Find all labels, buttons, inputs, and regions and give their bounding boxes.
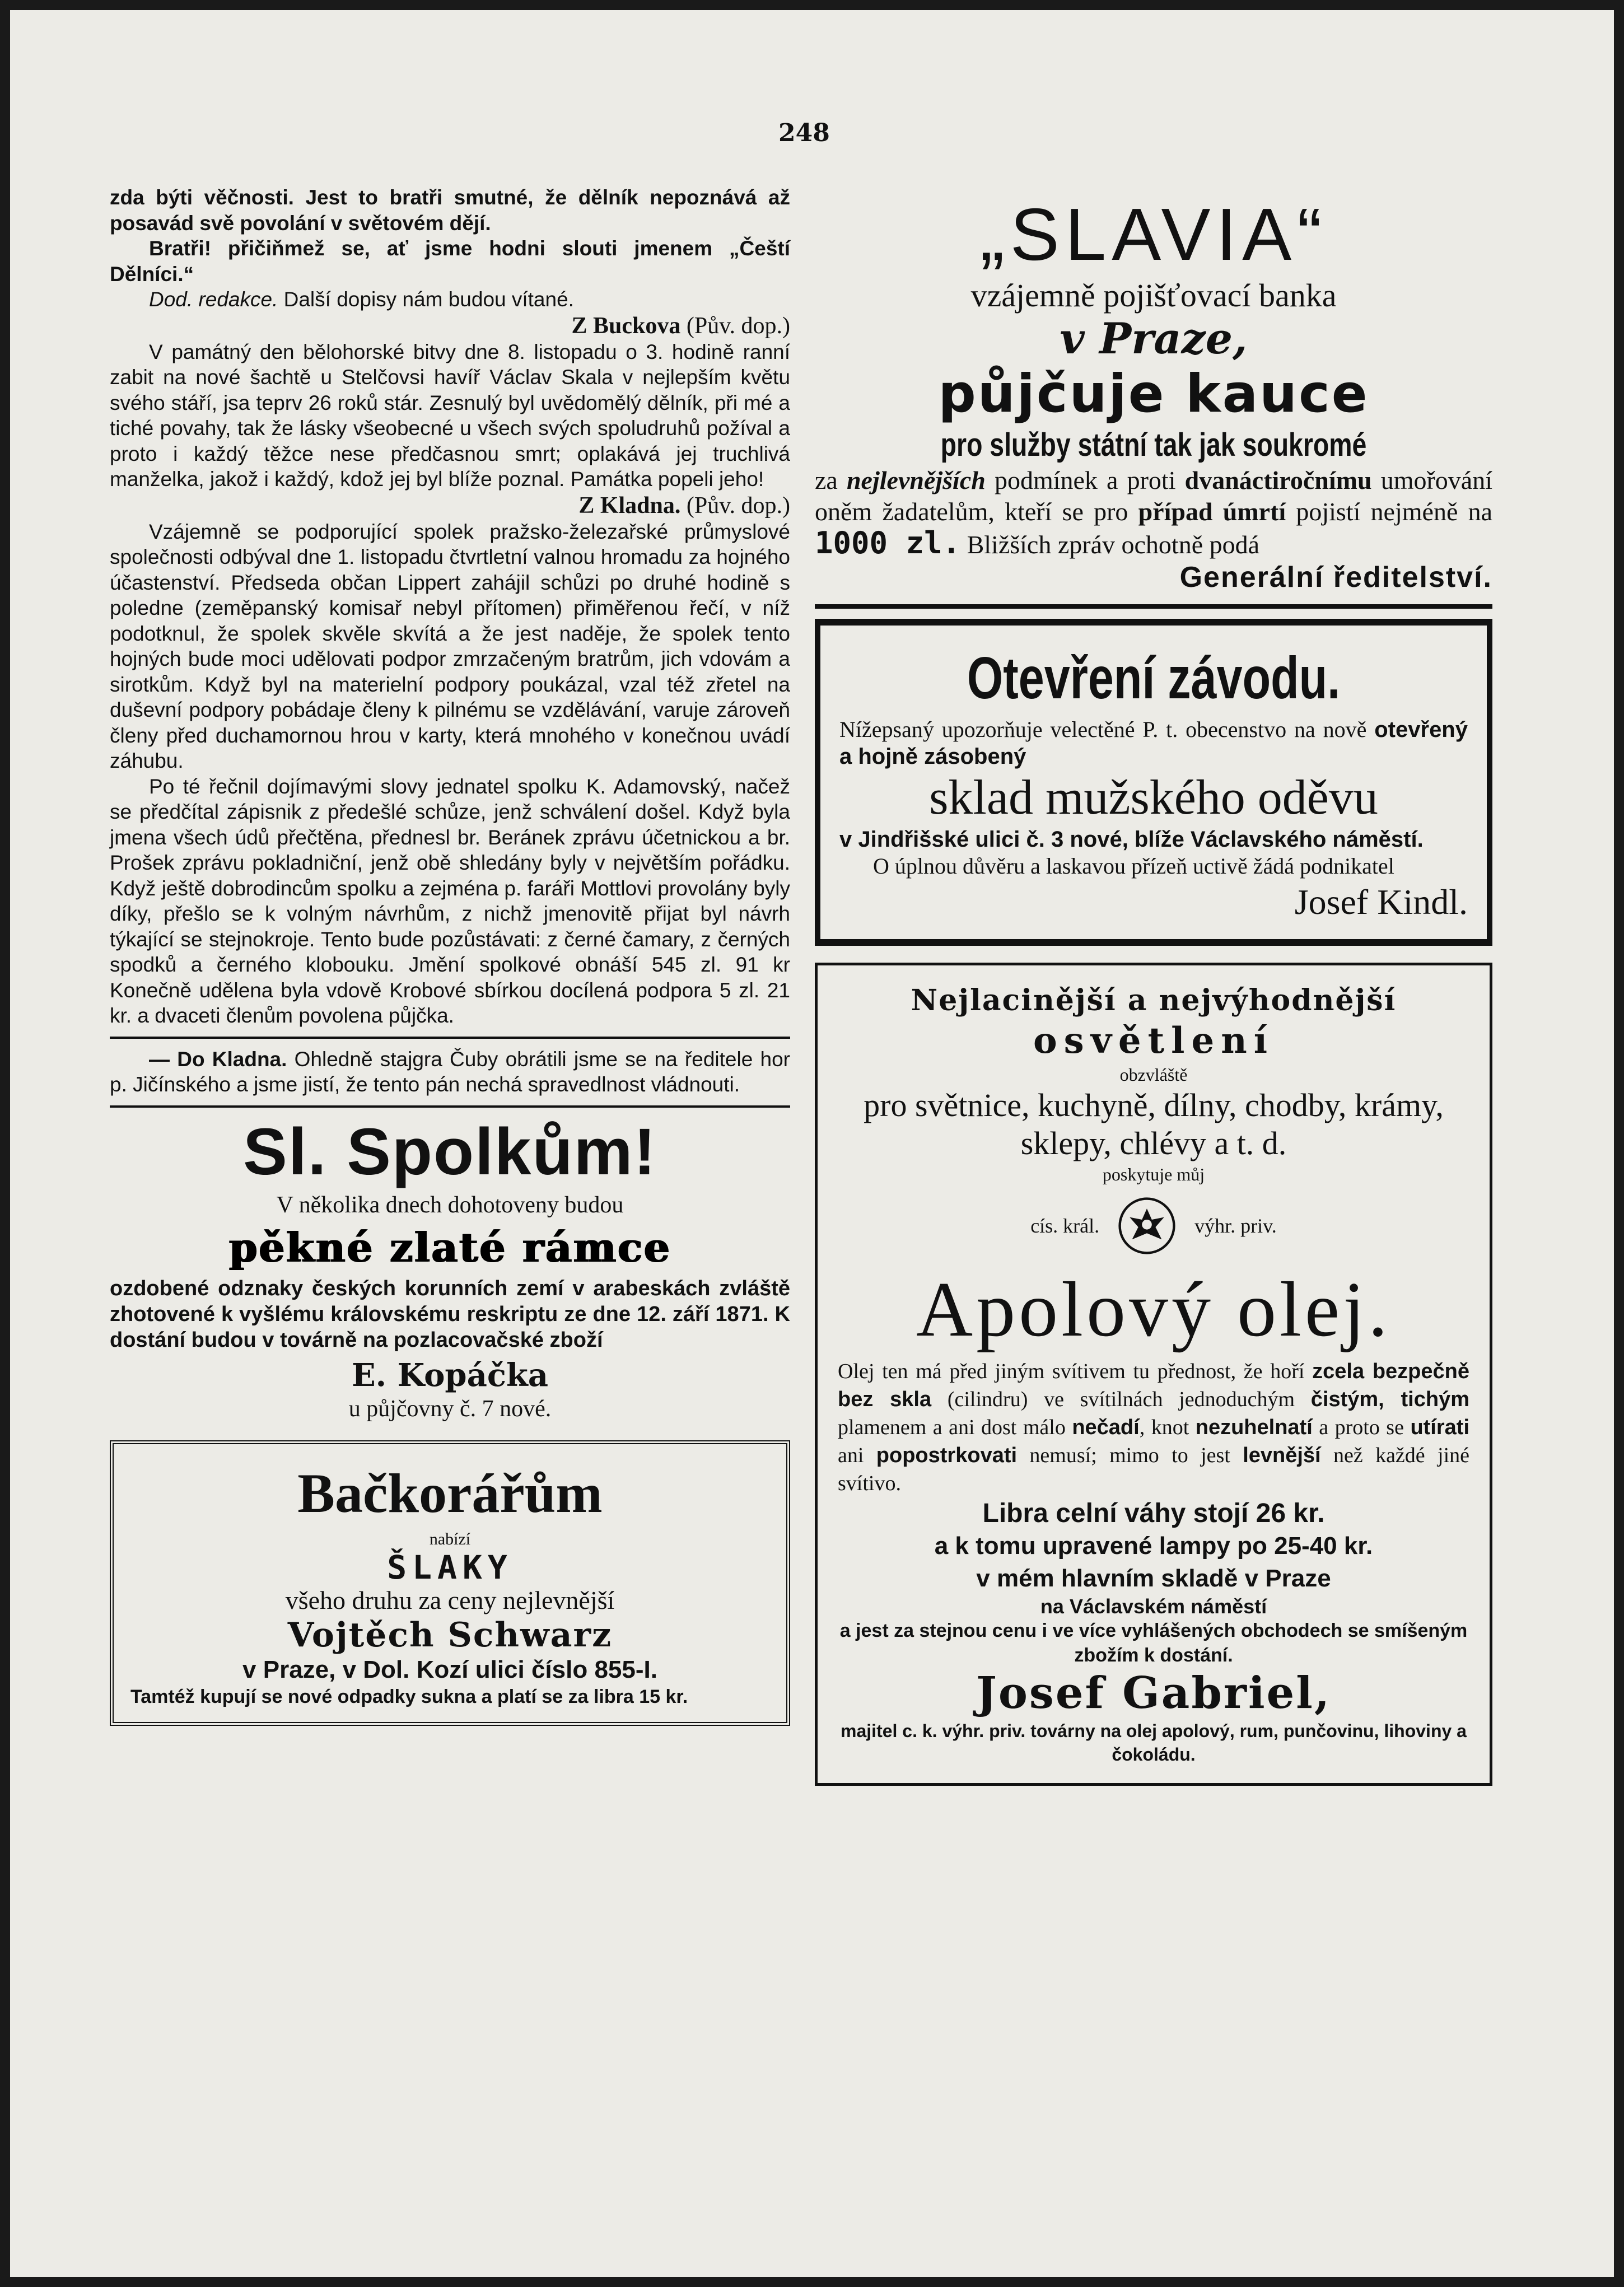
ad-olej-namesti: na Václavském náměstí <box>1040 1595 1267 1618</box>
ad-backor-line: všeho druhu za ceny nejlevnější <box>285 1585 615 1614</box>
left-column <box>110 185 790 1726</box>
ad-slavia-title: „SLAVIA“ <box>979 193 1328 276</box>
ad-backor <box>110 1440 790 1726</box>
do-kladna-notice <box>110 1047 790 1098</box>
ad-spolkum-name: E. Kopáčka <box>351 1356 549 1394</box>
ad-slavia-text <box>815 465 1492 561</box>
divider <box>110 1037 790 1039</box>
ad-olej <box>815 963 1492 1786</box>
ad-olej-pro: pro světnice, kuchyně, dílny, chodby, krámy, sklepy, chlévy a t. d. <box>864 1087 1444 1161</box>
buckov-src: (Pův. dop.) <box>680 312 790 339</box>
ad-slavia-sluzby: pro služby státní tak jak soukromé <box>940 427 1367 463</box>
ad-spolkum-deco: pěkné zlaté rámce <box>228 1223 671 1271</box>
slavia-t: dvanáctiročnímu <box>1184 466 1372 494</box>
slavia-t: nejlevnějších <box>846 466 986 494</box>
slavia-t: pojistí nejméně na <box>1286 497 1492 526</box>
ad-slavia-signature: Generální ředitelství. <box>1179 561 1492 594</box>
buckov-heading <box>110 312 790 339</box>
dod-label: Dod. redakce. <box>149 288 278 311</box>
ad-backor-title: Bačkorářům <box>297 1462 603 1524</box>
ad-otevreni <box>815 619 1492 946</box>
continuation-text: zda býti věčnosti. Jest to bratři smutné, že dělník nepoznává až posavád svě povolání v světovém dějí. <box>110 186 790 235</box>
slavia-t: podmínek a proti <box>985 466 1185 494</box>
do-kladna-head: — Do Kladna. <box>149 1047 287 1071</box>
dod-redakce <box>110 287 790 312</box>
olej-t: popostrkovati <box>876 1444 1018 1467</box>
ad-olej-price1: Libra celní váhy stojí 26 kr. <box>982 1499 1325 1528</box>
ad-olej-title: Apolový olej. <box>916 1266 1391 1353</box>
olej-t: utírati <box>1410 1416 1469 1439</box>
vyhr-priv-label: výhr. priv. <box>1194 1215 1277 1237</box>
ad-slavia-sub: vzájemně pojišťovací banka <box>970 277 1337 314</box>
right-column <box>815 185 1492 1786</box>
slavia-t: Bližších zpráv ochotně podá <box>960 530 1260 559</box>
kladno-paragraph-1: Vzájemně se podporující spolek pražsko-železařské průmyslové společnosti odbýval dne 1. listopadu čtvrtletní valnou hromadu za hojného účastenství. Předseda občan Lippert zahájil schůzi po druhé hodině s poledne (zeměpanský komisař nebyl přítomen) přiměřenou řečí, v níž podotknul, že spolek skvěle skvítá a že jest naděje, že spolek tento hojných bude moci udělovati podpor zmrzačeným bratrům, jich vdovám a sirotkům. Když byl na materielní podpory poukázal, vzal též zřetel na duševní podpory pobádaje členy k pilnému se vzdělávání, varuje zároveň členy před duchamornou hrou v karty, která mnohého v konečnou uvádí záhubu. <box>110 520 790 772</box>
olej-t: nemusí; mimo to jest <box>1017 1444 1243 1467</box>
ad-olej-name: Josef Gabriel, <box>976 1668 1331 1719</box>
imperial-eagle-icon <box>1116 1195 1178 1257</box>
divider <box>110 1105 790 1108</box>
ad-olej-priv <box>838 1195 1469 1257</box>
ad-otevreni-title: Otevření závodu. <box>967 645 1341 711</box>
ad-backor-note: Tamtéž kupují se nové odpadky sukna a platí se za libra 15 kr. <box>130 1686 688 1707</box>
kladno-heading <box>110 492 790 519</box>
ad-spolkum <box>110 1116 790 1423</box>
kladno-paragraph-2: Po té řečnil dojímavými slovy jednatel spolku K. Adamovský, načež se předčítal zápisnik z předešlé schůze, jenž schválení došel. Když byla jmena všech údů přečtěna, přednesl br. Beránek zprávu účetnickou a br. Prošek zprávu pokladniční, jenž obě shledány byly v největším pořádku. Když ještě dobrodincům spolku a zejména p. faráři Mottlovi provolány byly díky, přešlo se k volným návrhům, z nichž jmenovitě přijat byl návrh týkající se stejnokroje. Tento bude pozůstávati: z černé čamary, z černých spodků a černého klobouku. Jmění spolkové obnáší 545 zl. 91 kr Konečně udělena byla vdově Krobové sbírkou docílená podpora 5 zl. 21 kr. a dvaceti členům povolena půjčka. <box>110 774 790 1027</box>
slavia-t: umořování oněm žadatelům, kteří se pro <box>815 466 1493 526</box>
do-kladna-text: Ohledně stajgra Čuby obrátili jsme se na ředitele hor p. Jičínského a jsme jistí, že tento pán nechá spravedlnost vládnouti. <box>110 1047 790 1096</box>
page-number: 248 <box>778 119 830 147</box>
ad-olej-owner: majitel c. k. výhr. priv. továrny na olej apolový, rum, punčovinu, lihoviny a čokoládu. <box>841 1721 1467 1765</box>
ad-olej-poskytuje: poskytuje můj <box>1102 1164 1205 1184</box>
slavia-t: za <box>815 466 847 494</box>
ad-olej-head: Nejlacinější a nejvýhodnější <box>911 983 1397 1018</box>
ad-olej-osvetleni: osvětlení <box>1033 1020 1275 1062</box>
ad-olej-also: a jest za stejnou cenu i ve více vyhlášených obchodech se smíšeným zbožím k dostání. <box>839 1620 1468 1666</box>
olej-t: ani <box>838 1444 876 1467</box>
ad-olej-obzvlaste: obzvláště <box>1119 1065 1188 1085</box>
olej-t: zcela bezpečně bez skla <box>838 1360 1470 1411</box>
olej-t: než každé jiné svítivo. <box>838 1444 1470 1495</box>
ad-otevreni-closing: O úplnou důvěru a laskavou přízeň uctivě žádá podnikatel <box>873 853 1394 879</box>
ad-otevreni-sklad: sklad mužského oděvu <box>929 771 1378 825</box>
buckov-article: V památný den bělohorské bitvy dne 8. listopadu o 3. hodině ranní zabit na nové šachtě u Stelčovsi havíř Václav Skala v nejlepším květu svého stáří, jsa teprv 26 roků stár. Zesnulý byl uvědomělý dělník, při mé a tiché povahy, tak že lásky všeobecné u všech svých spoludruhů požíval a proto i každý těžce nese předčasnou smrt; oplakává jej truchlivá manželka, jakož i každý, kdož jej byl blíže poznal. Památka popeli jeho! <box>110 340 790 491</box>
ad-slavia-kauce: půjčuje kauce <box>938 363 1369 424</box>
ad-otevreni-addr: v Jindřišské ulici č. 3 nové, blíže Václavského náměstí. <box>839 827 1424 852</box>
ad-backor-addr: v Praze, v Dol. Kozí ulici číslo 855-I. <box>242 1655 657 1683</box>
ad-spolkum-text: ozdobené odznaky českých korunních zemí v arabeskách zvláště zhotovené k vyšlému královskému reskriptu ze dne 12. září 1871. K dostání budou v továrně na pozlacovačské zboží <box>110 1276 790 1352</box>
kladno-src: (Pův. dop.) <box>680 492 790 519</box>
olej-t: plamenem a ani dost málo <box>838 1416 1072 1439</box>
ad-otevreni-name: Josef Kindl. <box>1294 882 1468 922</box>
ad-olej-price2: a k tomu upravené lampy po 25-40 kr. <box>934 1532 1373 1560</box>
bratri-text: Bratři! přičiňmež se, ať jsme hodni slouti jmenem „Čeští Dělníci.“ <box>110 237 790 286</box>
ad-backor-nabizi: nabízí <box>429 1529 471 1548</box>
ad-otevreni-text <box>839 716 1468 770</box>
ad-spolkum-title: Sl. Spolkům! <box>243 1114 657 1189</box>
ad-olej-sklad: v mém hlavním skladě v Praze <box>976 1565 1331 1592</box>
buckov-head: Z Buckova <box>571 312 681 339</box>
kladno-head: Z Kladna. <box>578 492 681 519</box>
slavia-t: případ úmrtí <box>1138 497 1286 526</box>
ad-backor-slaky: ŠLAKY <box>387 1548 513 1586</box>
olej-t: (cilindru) ve svítilnách jednoduchým <box>931 1388 1311 1411</box>
olej-t: nečadí <box>1072 1416 1140 1439</box>
ot-t: Nížepsaný upozorňuje velectěné P. t. obecenstvo na nově <box>839 717 1375 742</box>
olej-t: , knot <box>1139 1416 1196 1439</box>
ad-backor-name: Vojtěch Schwarz <box>287 1615 613 1655</box>
olej-t: a proto se <box>1312 1416 1411 1439</box>
ot-t: otevřený a hojně zásobený <box>839 717 1468 769</box>
ad-slavia-praha: v Praze, <box>1060 314 1248 363</box>
cis-kral-label: cís. král. <box>1030 1215 1100 1237</box>
ad-spolkum-line: V několika dnech dohotoveny budou <box>276 1192 624 1218</box>
ad-spolkum-addr: u půjčovny č. 7 nové. <box>348 1395 552 1422</box>
olej-t: levnější <box>1243 1444 1321 1467</box>
dod-text: Další dopisy nám budou vítané. <box>278 288 574 311</box>
ad-olej-text <box>838 1357 1469 1497</box>
olej-t: čistým, tichým <box>1310 1388 1469 1411</box>
ad-slavia <box>815 193 1492 594</box>
slavia-t: 1000 zl. <box>815 525 961 561</box>
olej-t: nezuhelnatí <box>1195 1416 1313 1439</box>
divider <box>815 604 1492 609</box>
olej-t: Olej ten má před jiným svítivem tu přednost, že hoří <box>838 1360 1313 1383</box>
